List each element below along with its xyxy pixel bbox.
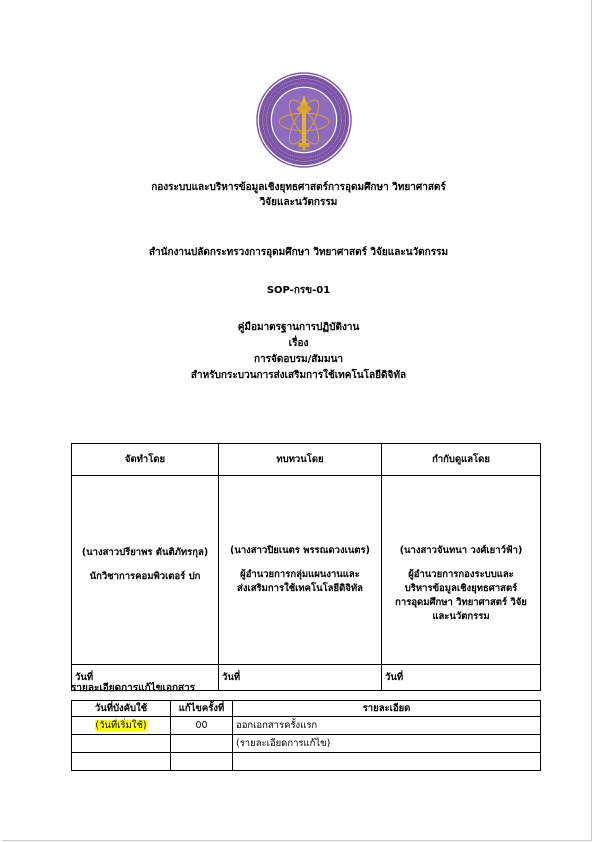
signature-cell-prepared — [72, 476, 219, 665]
table-row — [72, 735, 541, 753]
revision-title: รายละเอียดการแก้ไขเอกสาร — [71, 683, 196, 694]
revision-detail-cell: ออกเอกสารครั้งแรก — [233, 717, 541, 735]
signature-header-row — [72, 444, 541, 476]
revision-number-cell — [171, 753, 233, 771]
signer-name: (นางสาวปิยเนตร พรรณดวงเนตร) — [230, 545, 370, 556]
date-label: วันที่ — [72, 665, 219, 691]
signer-position: นักวิชาการคอมพิวเตอร์ ปก — [89, 571, 201, 582]
revision-detail-cell — [233, 753, 541, 771]
revision-header-date: วันที่บังคับใช้ — [72, 701, 171, 717]
revision-number-cell: 00 — [171, 717, 233, 735]
signature-header-prepared: จัดทำโดย — [72, 444, 219, 476]
signer-position: ผู้อำนวยการกองระบบและ — [408, 569, 514, 580]
revision-date-cell — [72, 735, 171, 753]
revision-header-detail: รายละเอียด — [233, 701, 541, 717]
signer-position: การอุดมศึกษา วิทยาศาสตร์ วิจัย — [395, 597, 527, 608]
signature-cell-supervised — [382, 476, 541, 665]
signer-position: บริหารข้อมูลเชิงยุทธศาสตร์ — [404, 583, 518, 594]
manual-title: คู่มือมาตรฐานการปฏิบัติงาน — [237, 322, 360, 333]
ministry-seal-icon — [256, 72, 352, 168]
signature-header-reviewed: ทบทวนโดย — [219, 444, 382, 476]
revision-date-cell — [72, 753, 171, 771]
signer-name: (นางสาวจันทนา วงศ์เยาว์ฟ้า) — [399, 545, 523, 556]
date-label: วันที่ — [382, 665, 541, 691]
subject-label: เรื่อง — [288, 338, 309, 349]
header-line-1: กองระบบและบริหารข้อมูลเชิงยุทธศาสตร์การอุดมศึกษา วิทยาศาสตร์ — [151, 182, 446, 193]
signer-position: และนวัตกรรม — [432, 611, 490, 622]
table-row — [72, 717, 541, 735]
signer-position: ส่งเสริมการใช้เทคโนโลยีดิจิทัล — [237, 583, 363, 594]
signature-body-row — [72, 476, 541, 665]
revision-header-row — [72, 701, 541, 717]
subject-title: การจัดอบรม/สัมมนา — [253, 354, 344, 365]
highlighted-date: (วันที่เริ่มใช้) — [95, 720, 147, 731]
signer-position: ผู้อำนวยการกลุ่มแผนงานและ — [240, 569, 360, 580]
revision-table — [71, 700, 541, 771]
revision-date-cell — [72, 717, 171, 735]
signature-cell-reviewed — [219, 476, 382, 665]
revision-number-cell — [171, 735, 233, 753]
sop-code: SOP-กรข-01 — [266, 285, 331, 296]
office-name: สำนักงานปลัดกระทรวงการอุดมศึกษา วิทยาศาสตร์ วิจัยและนวัตกรรม — [148, 247, 449, 258]
signature-table — [71, 443, 541, 691]
signer-name: (นางสาวปรียาพร ตันติภัทรกุล) — [81, 547, 209, 558]
date-label: วันที่ — [219, 665, 382, 691]
signature-header-supervised: กำกับดูแลโดย — [382, 444, 541, 476]
table-row — [72, 753, 541, 771]
revision-header-number: แก้ไขครั้งที่ — [171, 701, 233, 717]
header-line-2: วิจัยและนวัตกรรม — [259, 197, 338, 208]
revision-detail-cell: (รายละเอียดการแก้ไข) — [233, 735, 541, 753]
subject-subtitle: สำหรับกระบวนการส่งเสริมการใช้เทคโนโลยีดิจิทัล — [190, 370, 407, 381]
